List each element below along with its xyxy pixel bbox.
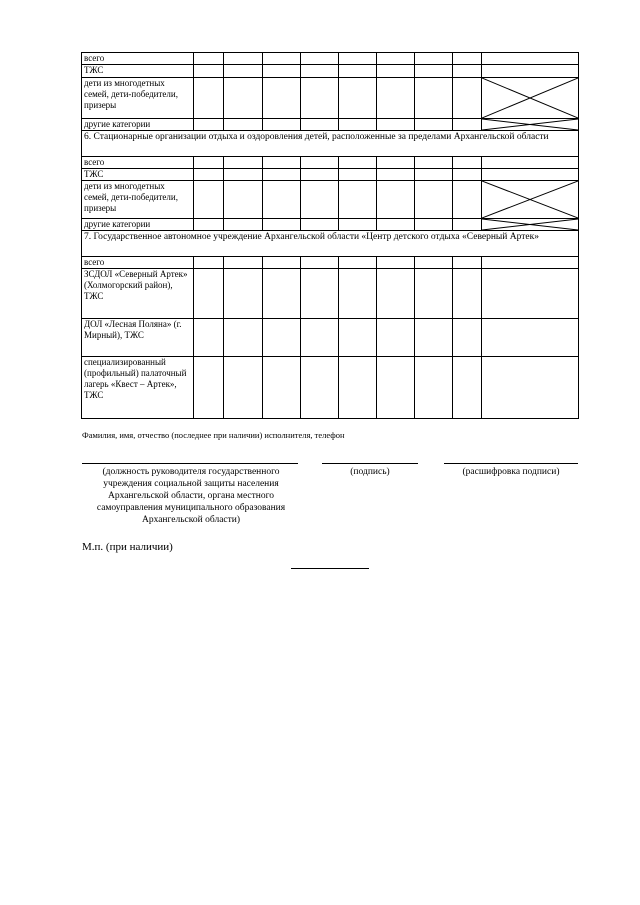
crossed-out-cell [482, 181, 579, 219]
row-label: ТЖС [82, 169, 194, 181]
decoding-signature-line [444, 463, 578, 464]
row-label: всего [82, 257, 194, 269]
stamp-note: М.п. (при наличии) [82, 541, 173, 553]
signature-line [322, 463, 418, 464]
table-row [82, 78, 579, 119]
end-divider [291, 568, 369, 569]
table-row [82, 219, 579, 231]
table-row [82, 157, 579, 169]
row-label: ТЖС [82, 65, 194, 78]
table-row [82, 53, 579, 65]
row-label: специализированный (профильный) палаточный лагерь «Квест – Артек», ТЖС [82, 357, 194, 419]
row-label: другие категории [82, 119, 194, 131]
table-row [82, 269, 579, 319]
row-label: другие категории [82, 219, 194, 231]
table-row [82, 181, 579, 219]
row-label: всего [82, 53, 194, 65]
table-row [82, 119, 579, 131]
section-header-row [82, 131, 579, 157]
table-row [82, 65, 579, 78]
crossed-out-cell [482, 119, 579, 131]
row-label: дети из многодетных семей, дети-победители, призеры [82, 181, 194, 219]
table-row [82, 257, 579, 269]
executor-info-line: Фамилия, имя, отчество (последнее при наличии) исполнителя, телефон [82, 430, 345, 440]
decoding-caption: (расшифровка подписи) [462, 467, 560, 477]
position-signature-line [82, 463, 298, 464]
row-label: ДОЛ «Лесная Поляна» (г. Мирный), ТЖС [82, 319, 194, 357]
crossed-out-cell [482, 219, 579, 231]
section-header-row [82, 231, 579, 257]
row-label: всего [82, 157, 194, 169]
position-caption: (должность руководителя государственного учреждения социальной защиты населения Архангельской области, органа местного самоуправления муниципального образования Архангельской области) [96, 467, 286, 525]
table-row [82, 357, 579, 419]
table-row [82, 319, 579, 357]
row-label: ЗСДОЛ «Северный Артек» (Холмогорский район), ТЖС [82, 269, 194, 319]
report-table [81, 52, 579, 419]
signature-caption: (подпись) [350, 467, 390, 477]
section-6-title: 6. Стационарные организации отдыха и оздоровления детей, расположенные за пределами Архангельской области [82, 131, 579, 157]
table-row [82, 169, 579, 181]
section-7-title: 7. Государственное автономное учреждение Архангельской области «Центр детского отдыха «Северный Артек» [82, 231, 579, 257]
row-label: дети из многодетных семей, дети-победители, призеры [82, 78, 194, 119]
crossed-out-cell [482, 78, 579, 119]
